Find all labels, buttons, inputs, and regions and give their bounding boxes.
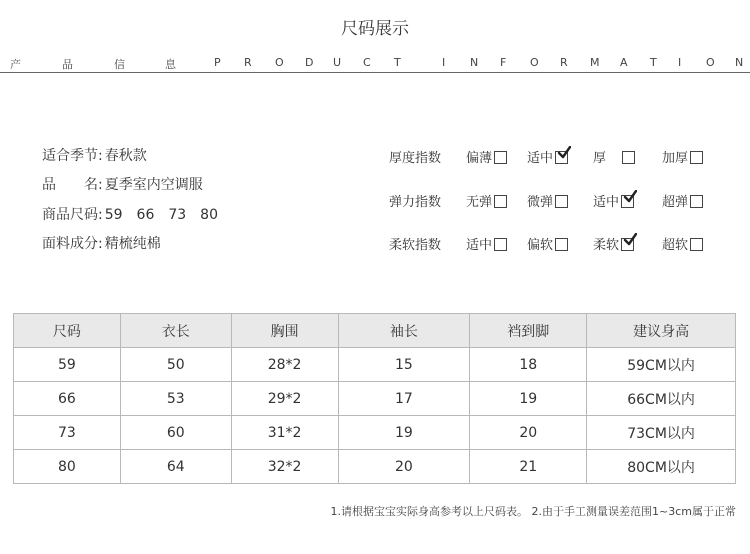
table-cell: 73 — [14, 416, 121, 450]
info-value: 春秋款 — [104, 148, 147, 164]
checkmark-icon — [557, 146, 571, 160]
banner-letter: O — [530, 56, 539, 69]
info-fabric — [42, 233, 161, 253]
column-header: 裆到脚 — [470, 314, 587, 348]
option-label: 柔软 — [593, 238, 620, 253]
table-cell: 73CM以内 — [587, 416, 736, 450]
column-header: 尺码 — [14, 314, 121, 348]
attribute-option — [466, 234, 507, 253]
column-header: 胸围 — [231, 314, 338, 348]
attribute-option — [527, 191, 568, 210]
table-header-row — [14, 314, 736, 348]
info-product-name — [42, 174, 203, 194]
checkbox[interactable] — [690, 195, 703, 208]
option-label: 偏软 — [527, 238, 554, 253]
table-cell: 28*2 — [231, 348, 338, 382]
banner-letter: 产 — [10, 58, 21, 71]
banner-letter: I — [678, 56, 682, 69]
info-label: 品 名: — [42, 177, 103, 193]
info-label: 面料成分: — [42, 236, 103, 252]
checkmark-icon — [623, 190, 637, 204]
banner-letter: F — [500, 56, 507, 69]
table-row — [14, 450, 736, 484]
banner-letter: C — [363, 56, 371, 69]
checkbox[interactable] — [494, 238, 507, 251]
attribute-option — [466, 147, 507, 166]
table-row — [14, 382, 736, 416]
checked-checkbox[interactable] — [621, 195, 634, 208]
table-cell: 60 — [120, 416, 231, 450]
checkbox[interactable] — [622, 151, 635, 164]
banner-letter: T — [394, 56, 401, 69]
attribute-option — [593, 191, 634, 210]
table-cell: 21 — [470, 450, 587, 484]
table-cell: 31*2 — [231, 416, 338, 450]
table-cell: 50 — [120, 348, 231, 382]
checked-checkbox[interactable] — [555, 151, 568, 164]
checkbox[interactable] — [494, 195, 507, 208]
banner-letter: O — [275, 56, 284, 69]
checked-checkbox[interactable] — [621, 238, 634, 251]
banner-letter: T — [650, 56, 657, 69]
option-label: 加厚 — [662, 151, 689, 166]
info-label: 商品尺码: — [42, 207, 103, 223]
column-header: 袖长 — [338, 314, 470, 348]
banner-divider — [0, 72, 750, 73]
footnote: 1.请根据宝宝实际身高参考以上尺码表。 2.由于手工测量误差范围1~3cm属于正常 — [330, 505, 736, 518]
attribute-option — [527, 147, 568, 166]
info-sizes — [42, 204, 218, 224]
banner-letter: N — [470, 56, 479, 69]
banner-letter: R — [244, 56, 252, 69]
option-label: 厚 — [593, 151, 607, 166]
checkbox[interactable] — [494, 151, 507, 164]
option-label: 超弹 — [662, 195, 689, 210]
table-row — [14, 416, 736, 450]
attribute-label: 厚度指数 — [389, 151, 442, 166]
size-table — [13, 313, 736, 484]
banner-letter: 信 — [114, 58, 125, 71]
banner-letter: A — [620, 56, 628, 69]
table-cell: 32*2 — [231, 450, 338, 484]
attribute-option — [662, 191, 703, 210]
attribute-option — [662, 234, 703, 253]
banner-letter: P — [214, 56, 221, 69]
banner-letter: M — [590, 56, 600, 69]
attribute-label: 柔软指数 — [389, 238, 442, 253]
info-value: 精梳纯棉 — [104, 236, 161, 252]
table-cell: 17 — [338, 382, 470, 416]
attribute-option — [593, 234, 634, 253]
checkbox[interactable] — [690, 151, 703, 164]
attribute-option — [466, 191, 507, 210]
page-title: 尺码展示 — [341, 19, 409, 39]
attribute-label: 弹力指数 — [389, 195, 442, 210]
checkbox[interactable] — [690, 238, 703, 251]
table-cell: 80 — [14, 450, 121, 484]
info-value: 59 66 73 80 — [104, 207, 218, 223]
table-cell: 19 — [338, 416, 470, 450]
checkbox[interactable] — [555, 238, 568, 251]
table-cell: 53 — [120, 382, 231, 416]
option-label: 微弹 — [527, 195, 554, 210]
table-row — [14, 348, 736, 382]
product-info-banner — [0, 56, 750, 74]
table-cell: 59CM以内 — [587, 348, 736, 382]
table-cell: 18 — [470, 348, 587, 382]
banner-letter: I — [442, 56, 446, 69]
option-label: 无弹 — [466, 195, 493, 210]
table-cell: 66CM以内 — [587, 382, 736, 416]
checkmark-icon — [623, 233, 637, 247]
table-cell: 59 — [14, 348, 121, 382]
table-cell: 20 — [338, 450, 470, 484]
checkbox[interactable] — [555, 195, 568, 208]
table-cell: 66 — [14, 382, 121, 416]
option-label: 超软 — [662, 238, 689, 253]
table-cell: 20 — [470, 416, 587, 450]
info-season — [42, 145, 147, 165]
info-label: 适合季节: — [42, 148, 103, 164]
table-cell: 64 — [120, 450, 231, 484]
banner-letter: N — [735, 56, 744, 69]
table-cell: 19 — [470, 382, 587, 416]
column-header: 衣长 — [120, 314, 231, 348]
option-label: 偏薄 — [466, 151, 493, 166]
option-label: 适中 — [527, 151, 554, 166]
option-label: 适中 — [466, 238, 493, 253]
attribute-option — [527, 234, 568, 253]
table-cell: 80CM以内 — [587, 450, 736, 484]
banner-letter: 息 — [165, 58, 176, 71]
option-label: 适中 — [593, 195, 620, 210]
table-cell: 29*2 — [231, 382, 338, 416]
attribute-option — [593, 147, 635, 166]
table-cell: 15 — [338, 348, 470, 382]
banner-letter: D — [305, 56, 314, 69]
banner-letter: R — [560, 56, 568, 69]
banner-letter: O — [706, 56, 715, 69]
banner-letter: U — [333, 56, 342, 69]
banner-letter: 品 — [62, 58, 73, 71]
column-header: 建议身高 — [587, 314, 736, 348]
attribute-option — [662, 147, 703, 166]
info-value: 夏季室内空调服 — [104, 177, 203, 193]
